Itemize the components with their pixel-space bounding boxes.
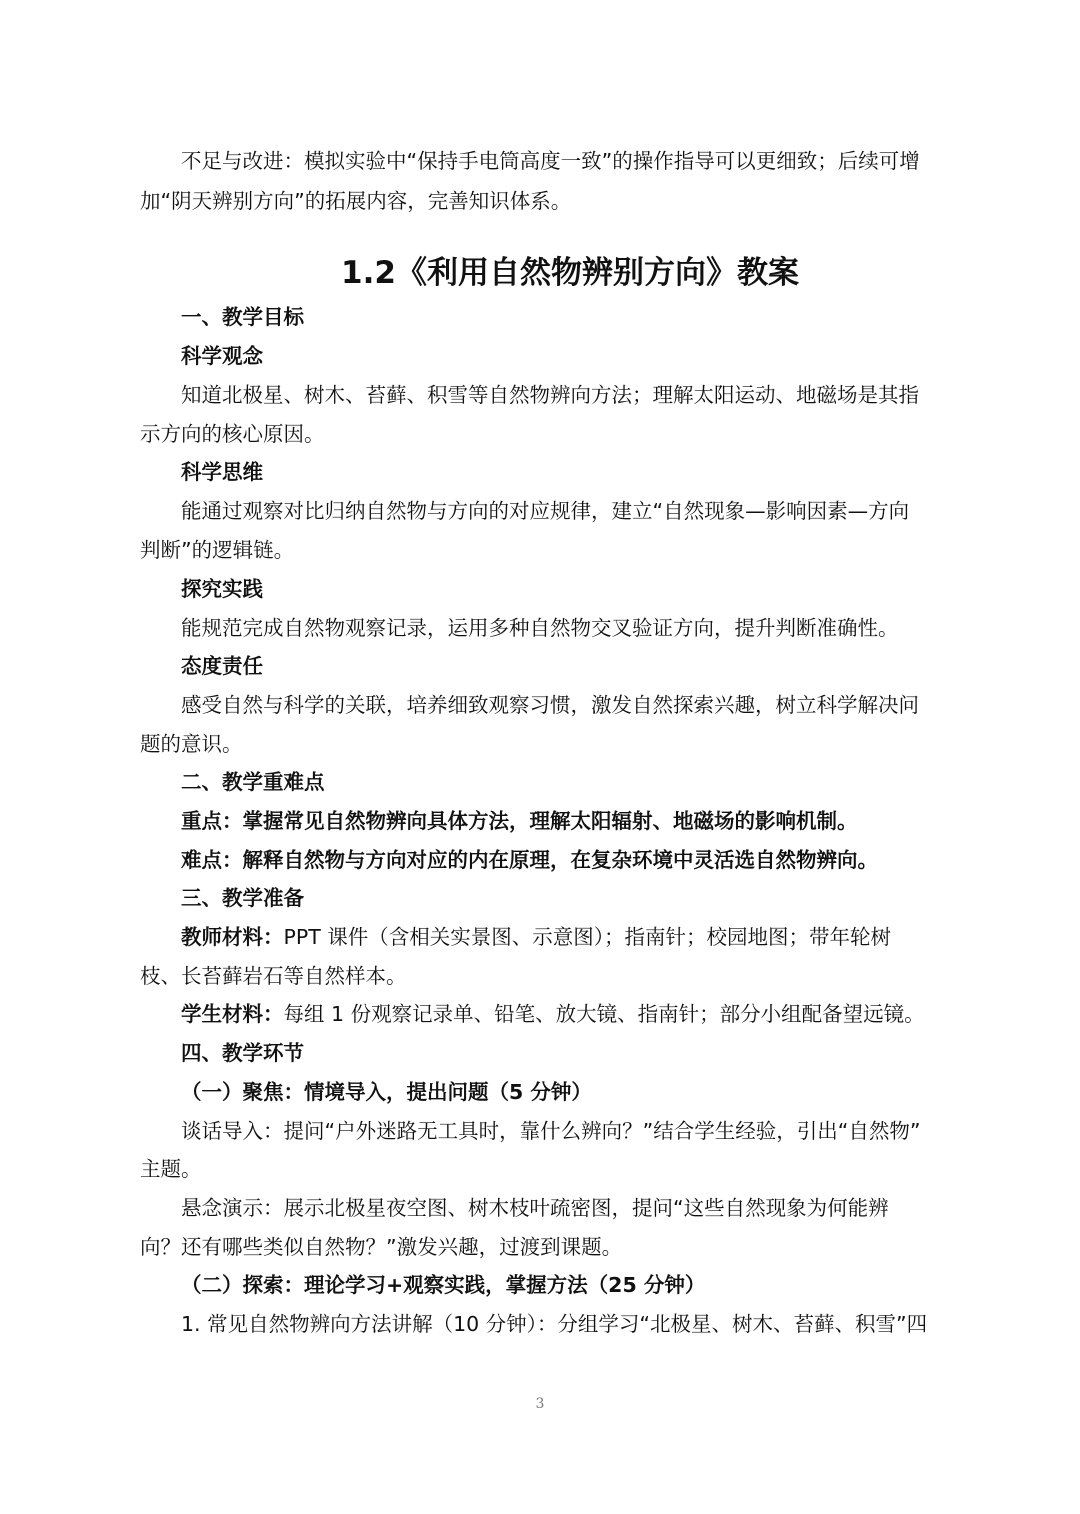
improvement-line-1: 不足与改进：模拟实验中“保持手电筒高度一致”的操作指导可以更细致；后续可增 (181, 149, 920, 173)
difficult-point-text: 难点：解释自然物与方向对应的内在原理，在复杂环境中灵活选自然物辨向。 (181, 848, 878, 872)
subheading-concept: 科学观念 (181, 344, 263, 368)
teacher-materials-text: PPT 课件（含相关实景图、示意图）；指南针；校园地图；带年轮树 (283, 925, 892, 949)
thinking-line-1: 能通过观察对比归纳自然物与方向的对应规律，建立“自然现象—影响因素—方向 (181, 499, 910, 523)
step1-suspense-line-1: 悬念演示：展示北极星夜空图、树木枝叶疏密图，提问“这些自然现象为何能辨 (181, 1196, 889, 1220)
section-heading-objectives: 一、教学目标 (181, 305, 304, 329)
step1-talk-line-1: 谈话导入：提问“户外迷路无工具时，靠什么辨向？”结合学生经验，引出“自然物” (181, 1119, 921, 1143)
concept-line-2: 示方向的核心原因。 (140, 422, 325, 446)
document-title: 1.2《利用自然物辨别方向》教案 (341, 255, 799, 291)
page-number: 3 (535, 1396, 545, 1412)
section-heading-key-points: 二、教学重难点 (181, 770, 325, 794)
teacher-materials-label: 教师材料： (181, 925, 284, 949)
step1-suspense-line-2: 向？还有哪些类似自然物？”激发兴趣，过渡到课题。 (140, 1235, 623, 1259)
section-heading-process: 四、教学环节 (181, 1041, 304, 1065)
subheading-thinking: 科学思维 (181, 460, 263, 484)
subheading-practice: 探究实践 (181, 577, 263, 601)
section-heading-preparation: 三、教学准备 (181, 886, 304, 910)
thinking-line-2: 判断”的逻辑链。 (140, 538, 295, 562)
teacher-materials-line-1 (181, 923, 891, 951)
attitude-line-1: 感受自然与科学的关联，培养细致观察习惯，激发自然探索兴趣，树立科学解决问 (181, 693, 919, 717)
key-point-text: 重点：掌握常见自然物辨向具体方法，理解太阳辐射、地磁场的影响机制。 (181, 809, 858, 833)
student-materials-text: 每组 1 份观察记录单、铅笔、放大镜、指南针；部分小组配备望远镜。 (283, 1002, 925, 1026)
student-materials-line (181, 1000, 925, 1028)
student-materials-label: 学生材料： (181, 1002, 284, 1026)
improvement-line-2: 加“阴天辨别方向”的拓展内容，完善知识体系。 (140, 189, 572, 213)
subheading-attitude: 态度责任 (181, 654, 263, 678)
concept-line-1: 知道北极星、树木、苔藓、积雪等自然物辨向方法；理解太阳运动、地磁场是其指 (181, 383, 919, 407)
attitude-line-2: 题的意识。 (140, 732, 243, 756)
practice-line-1: 能规范完成自然物观察记录，运用多种自然物交叉验证方向，提升判断准确性。 (181, 616, 899, 640)
step1-heading: （一）聚焦：情境导入，提出问题（5 分钟） (181, 1080, 592, 1104)
step2-item-1: 1. 常见自然物辨向方法讲解（10 分钟）：分组学习“北极星、树木、苔藓、积雪”四 (181, 1312, 928, 1336)
teacher-materials-line-2: 枝、长苔藓岩石等自然样本。 (140, 964, 407, 988)
step2-heading: （二）探索：理论学习+观察实践，掌握方法（25 分钟） (181, 1273, 706, 1297)
step1-talk-line-2: 主题。 (140, 1157, 202, 1181)
